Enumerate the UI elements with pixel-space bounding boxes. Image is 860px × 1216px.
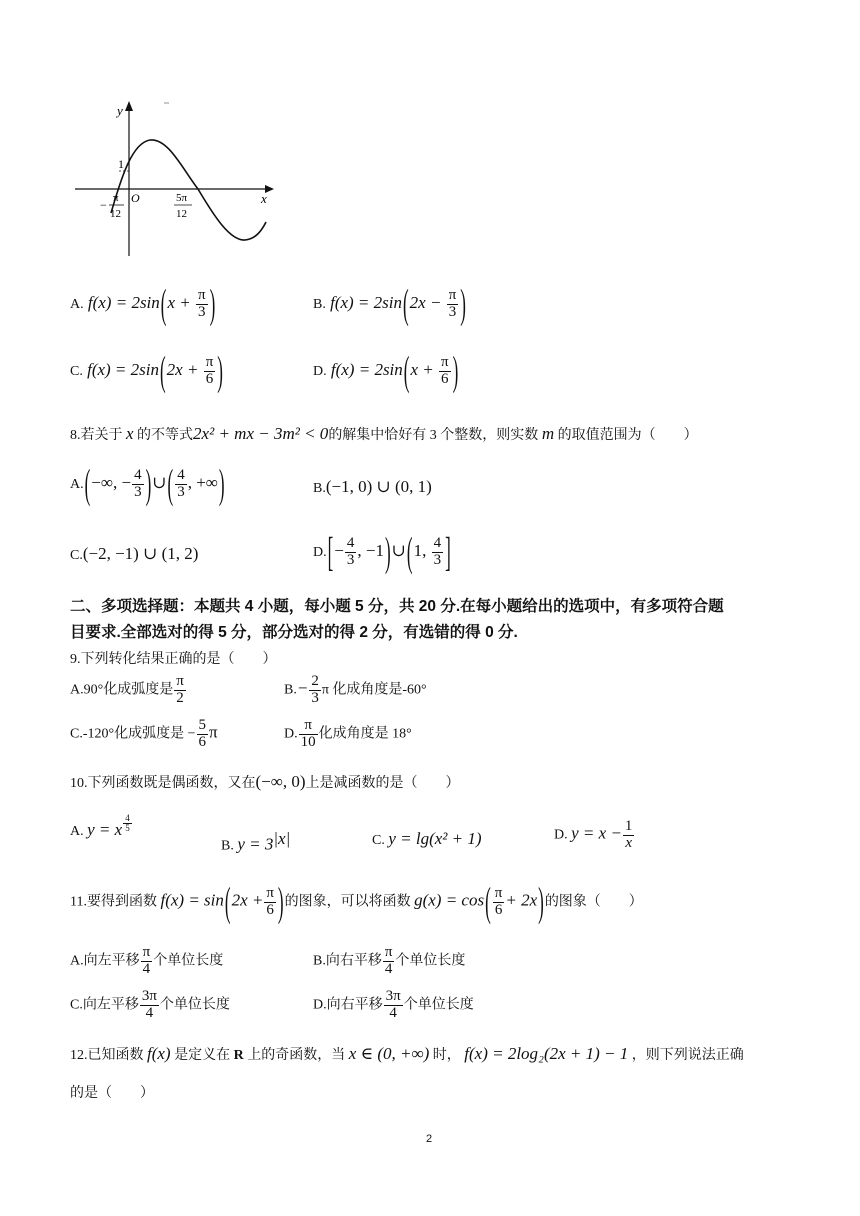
sine-graph [70, 98, 280, 263]
paren-close: ) [538, 879, 544, 926]
paren-close: ) [209, 281, 216, 328]
union-symbol: ∪ [391, 541, 406, 561]
q7-c-frac [204, 355, 216, 388]
q11-option-c[interactable] [70, 989, 230, 1022]
q9-b-text: π 化成角度是-60° [321, 682, 427, 698]
q8-var-x: x [126, 424, 134, 443]
q8-option-d[interactable] [313, 529, 452, 576]
paren-open: ( [403, 281, 409, 328]
paren-close: ) [384, 529, 391, 576]
frac-num: 4 [134, 467, 142, 483]
frac-den: 4 [389, 1004, 397, 1021]
q9-stem: 9.下列转化结果正确的是（ ） [70, 652, 277, 667]
q8-a-part1: −∞, − [91, 473, 132, 493]
paren-close: ) [452, 348, 459, 395]
q8-a-label: A. [70, 477, 84, 493]
minus-sign: − [296, 678, 309, 698]
q10-option-c[interactable] [372, 829, 482, 849]
q10-a-expr: y = x [87, 820, 123, 839]
y-axis-arrow-icon [125, 101, 133, 111]
q8-option-c[interactable] [70, 544, 198, 564]
q8-stem-a: 8.若关于 [70, 428, 123, 443]
q7-d-frac [439, 355, 451, 388]
q11-b-unit: 个单位长度 [395, 953, 466, 969]
q11-g-arg: + 2x [505, 890, 538, 910]
q11-f-expr: f(x) = sin [160, 890, 224, 910]
q8-stem-c: 的解集中恰好有 3 个整数，则实数 [328, 428, 539, 443]
paren-open: ( [224, 879, 231, 926]
q12-stem-b: 是定义在 [174, 1048, 231, 1063]
q11-a-unit: 个单位长度 [153, 953, 224, 969]
q7-b-frac [447, 288, 459, 321]
q8-inequality: 2x² + mx − 3m² < 0 [193, 424, 329, 443]
neg-tick-den: 12 [110, 208, 121, 220]
q8-stem [70, 424, 698, 444]
frac-den: 4 [145, 1004, 154, 1021]
q8-stem-b: 的不等式 [137, 428, 194, 443]
q7-option-a[interactable] [70, 281, 216, 328]
paren-open: ( [160, 348, 166, 395]
q10-d-frac [623, 819, 635, 852]
paren-close: ) [218, 461, 225, 508]
q9-a-frac [174, 674, 186, 707]
paren-close: ) [277, 879, 284, 926]
q9-option-b[interactable] [284, 674, 427, 707]
q7-c-label: C. [70, 364, 83, 380]
frac-den: 6 [441, 370, 449, 387]
q12-stem-a: 12.已知函数 [70, 1048, 144, 1063]
q7-a-label: A. [70, 297, 84, 313]
q7-option-c[interactable] [70, 348, 224, 395]
q9-c-pi: π [209, 722, 218, 742]
q8-d-frac1 [345, 536, 357, 569]
q10-stem [70, 772, 460, 792]
q10-b-expr: y = 3 [237, 834, 274, 854]
q9-a-text: A.90°化成弧度是 [70, 682, 174, 698]
sine-curve [111, 140, 266, 240]
q12-condition: x ∈ (0, +∞) [348, 1044, 430, 1063]
frac-num: π [448, 287, 457, 303]
section-heading-line1: 二、多项选择题：本题共 4 小题，每小题 5 分，共 20 分.在每小题给出的选项中，有多项符合题 [70, 598, 724, 615]
q8-option-a[interactable] [70, 461, 226, 508]
q7-b-lhs: f(x) = 2sin [330, 293, 402, 313]
frac-den: 3 [448, 303, 457, 320]
q7-d-lhs: f(x) = 2sin [330, 360, 403, 380]
q10-interval: (−∞, 0) [255, 772, 306, 791]
paren-open: ( [406, 529, 413, 576]
q7-a-frac [196, 288, 208, 321]
frac-num: π [205, 354, 214, 370]
q9-d-label: D. [284, 726, 298, 742]
q9-option-c[interactable] [70, 718, 218, 751]
paren-open: ( [167, 461, 174, 508]
q11-g-frac [493, 886, 505, 919]
paren-open: ( [160, 281, 167, 328]
frac-den: 5 [125, 823, 130, 834]
q10-option-a[interactable] [70, 813, 133, 840]
q11-f-frac [264, 886, 276, 919]
frac-num: π [142, 944, 151, 960]
q11-option-b[interactable] [313, 945, 465, 978]
q11-c-unit: 个单位长度 [159, 997, 230, 1013]
frac-num: 3π [141, 988, 157, 1004]
q11-d-text: D.向右平移 [313, 997, 383, 1013]
paren-close: ) [145, 461, 152, 508]
q9-option-d[interactable] [284, 718, 412, 751]
frac-num: π [384, 944, 393, 960]
frac-num: 4 [177, 467, 185, 483]
q7-a-arg: x + [167, 293, 191, 313]
q11-b-frac [383, 945, 395, 978]
neg-tick-sign: − [100, 198, 107, 212]
frac-den: 3 [177, 483, 185, 500]
q12-rule: f(x) = 2log₂(2x + 1) − 1 [464, 1044, 629, 1063]
q8-option-b[interactable] [313, 477, 432, 497]
q11-stem-b: 的图象，可以将函数 [284, 894, 411, 910]
q8-d-part1: , −1 [357, 541, 384, 561]
q12-fx: f(x) [147, 1044, 171, 1063]
frac-num: π [299, 718, 318, 735]
section-heading-line2: 目要求.全部选对的得 5 分，部分选对的得 2 分，有选错的得 0 分. [70, 624, 518, 641]
q12-stem-d: 时， [432, 1048, 461, 1063]
q8-c-text: (−2, −1) ∪ (1, 2) [82, 544, 199, 563]
q8-var-m: m [541, 424, 555, 443]
frac-den: 6 [205, 370, 214, 387]
q8-b-text: (−1, 0) ∪ (0, 1) [325, 477, 432, 496]
frac-den: 2 [176, 689, 184, 706]
q10-b-exponent: |x| [273, 829, 291, 848]
q7-c-arg: 2x + [166, 360, 199, 380]
q9-c-text: C.-120°化成弧度是 − [70, 726, 196, 742]
frac-den: 10 [300, 733, 316, 750]
page-number: 2 [426, 1133, 433, 1145]
frac-num: 5 [198, 717, 206, 733]
q11-d-unit: 个单位长度 [403, 997, 474, 1013]
q10-c-expr: y = lg(x² + 1) [388, 829, 482, 848]
q7-d-arg: x + [410, 360, 434, 380]
frac-den: 3 [134, 483, 142, 500]
q11-stem [70, 879, 643, 926]
q11-option-a[interactable] [70, 945, 223, 978]
q11-d-frac [384, 989, 403, 1022]
frac-num: 4 [433, 535, 442, 551]
q9-b-frac [309, 674, 321, 707]
q8-stem-d: 的取值范围为（ ） [557, 428, 698, 443]
minus-sign: − [334, 541, 344, 561]
q10-c-label: C. [372, 833, 385, 848]
frac-num: π [176, 673, 184, 689]
frac-den: x [625, 834, 632, 851]
q8-d-label: D. [313, 545, 327, 561]
union-symbol: ∪ [152, 473, 167, 493]
q11-stem-a: 11.要得到函数 [70, 894, 157, 910]
q8-a-frac1 [132, 468, 144, 501]
q10-stem-a: 10.下列函数既是偶函数，又在 [70, 776, 256, 791]
frac-num: 1 [624, 818, 633, 834]
frac-den: 6 [266, 901, 274, 918]
q11-c-text: C.向左平移 [70, 997, 139, 1013]
frac-num: π [494, 885, 503, 901]
q10-stem-b: 上是减函数的是（ ） [305, 776, 460, 791]
paren-open: ( [403, 348, 410, 395]
one-label: 1 [118, 157, 124, 171]
q7-c-lhs: f(x) = 2sin [87, 360, 159, 380]
frac-den: 3 [433, 551, 442, 568]
q8-c-label: C. [70, 548, 83, 563]
frac-num: 4 [346, 535, 355, 551]
bracket-open: [ [327, 529, 334, 576]
paren-close: ) [217, 348, 223, 395]
frac-num: 3π [385, 988, 401, 1004]
q8-d-part2: 1, [413, 541, 431, 561]
q11-option-d[interactable] [313, 989, 474, 1022]
paren-open: ( [485, 879, 491, 926]
q12-stem-c: 上的奇函数，当 [247, 1048, 346, 1063]
neg-tick-num: π [113, 192, 119, 204]
q7-option-b[interactable] [313, 281, 467, 328]
q10-option-d[interactable] [554, 819, 635, 852]
q8-d-frac2 [432, 536, 444, 569]
q11-a-frac [141, 945, 153, 978]
q9-c-frac [197, 718, 209, 751]
paren-open: ( [84, 461, 91, 508]
q8-b-label: B. [313, 481, 326, 496]
q10-b-label: B. [221, 838, 234, 854]
frac-num: π [197, 287, 206, 303]
q9-option-a[interactable] [70, 674, 187, 707]
q12-stem-e: ，则下列说法正确 [631, 1048, 744, 1063]
q9-b-label: B. [284, 682, 297, 698]
pos-tick-num: 5π [176, 192, 188, 204]
frac-num: π [440, 354, 449, 370]
q8-a-part2: , +∞ [187, 473, 218, 493]
q10-d-expr: y = x − [571, 823, 622, 843]
frac-den: 4 [384, 960, 393, 977]
origin-label: O [131, 191, 140, 205]
q12-stem [70, 1044, 744, 1064]
frac-den: 3 [346, 551, 355, 568]
q10-a-label: A. [70, 824, 84, 839]
q11-f-arg: 2x + [231, 890, 264, 910]
paren-close: ) [460, 281, 466, 328]
frac-num: 2 [311, 673, 319, 689]
q11-a-text: A.向左平移 [70, 953, 140, 969]
frac-den: 3 [311, 689, 319, 706]
q11-b-text: B.向右平移 [313, 953, 382, 969]
q11-stem-c: 的图象（ ） [544, 894, 643, 910]
x-axis-label: x [261, 191, 267, 206]
q12-reals: R [233, 1048, 244, 1063]
frac-den: 4 [142, 960, 151, 977]
q7-b-arg: 2x − [409, 293, 442, 313]
frac-den: 3 [198, 303, 206, 320]
q10-d-label: D. [554, 827, 568, 843]
q11-g-expr: g(x) = cos [414, 890, 485, 910]
q9-d-text: 化成角度是 18° [318, 726, 412, 742]
q9-d-frac [299, 718, 318, 751]
frac-den: 6 [494, 901, 503, 918]
y-axis-label: y [117, 103, 123, 118]
q10-a-exponent [123, 814, 132, 834]
q11-c-frac [140, 989, 159, 1022]
q7-option-d[interactable] [313, 348, 459, 395]
q7-d-label: D. [313, 364, 327, 380]
bracket-close: ] [445, 529, 451, 576]
q12-stem-line2: 的是（ ） [70, 1086, 154, 1101]
frac-num: π [266, 885, 274, 901]
frac-num: 4 [125, 813, 130, 823]
frac-den: 6 [198, 733, 206, 750]
pos-tick-den: 12 [176, 208, 187, 220]
q8-a-frac2 [175, 468, 187, 501]
q7-b-label: B. [313, 297, 326, 313]
q7-a-lhs: f(x) = 2sin [87, 293, 160, 313]
q10-option-b[interactable] [221, 829, 290, 855]
